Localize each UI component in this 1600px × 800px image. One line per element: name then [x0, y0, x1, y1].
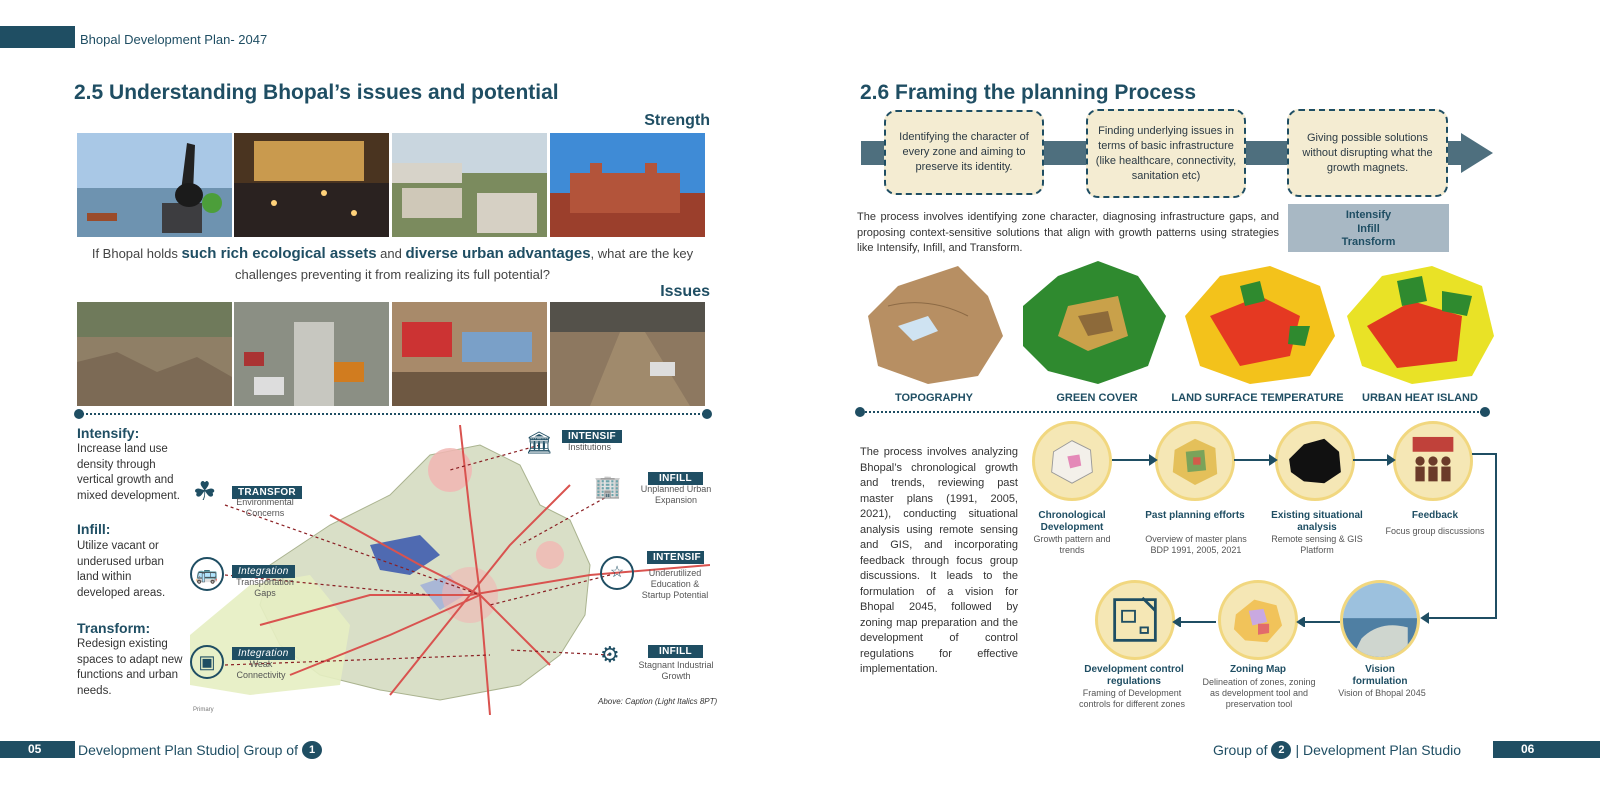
step-6-desc: Delineation of zones, zoning as development tool and preservation tool: [1202, 677, 1316, 709]
step-regulations-icon: [1095, 580, 1175, 660]
process-text: The process involves identifying zone character, diagnosing infrastructure gaps, and proposing context-sensitive solutions that align with growth patterns using strategies like Intensify, Infill, and Transform.: [857, 211, 1279, 254]
icon-bus: ▣: [190, 645, 224, 679]
intensify-title: Intensify:: [77, 425, 140, 441]
photo-road: [550, 302, 705, 406]
flow-arrows-row2: [1172, 614, 1232, 624]
analysis-text: The process involves analyzing Bhopal’s chronological growth and trends, reviewing past master plans (1991, 2005, 2021), conducting situational analysis using remote sensing and GIS, and incorporating feedback through focus group discussions. It leads to the formulation of a vision for Bhopal 2045, followed by zoning map preparation and the development of control regulations for effective implementation.: [860, 446, 1018, 675]
footer-right: [1213, 741, 1461, 759]
map-urban-heat-island: [1342, 256, 1497, 386]
desc-intensif-1: Institutions: [567, 442, 612, 452]
photo-lake-guitar: [77, 133, 232, 237]
footer-page-right: 06: [1521, 742, 1535, 756]
infill-title: Infill:: [77, 521, 111, 537]
tag-integration-1: Integration: [232, 565, 295, 578]
map-legend: Primary: [193, 707, 214, 713]
footer-page-left-bg: [0, 741, 75, 758]
step-4-title: Feedback: [1411, 510, 1459, 521]
map-green-cover: [1018, 256, 1168, 386]
label-green-cover: GREEN COVER: [1056, 392, 1138, 404]
right-divider-dot-right: [1480, 407, 1490, 417]
desc-infill-1: Unplanned Urban Expansion: [640, 484, 712, 505]
infill-text: Utilize vacant or underused urban land within developed areas.: [77, 540, 166, 599]
header-bar: [0, 26, 75, 48]
strategy-infill: Infill: [1357, 222, 1380, 235]
photo-campus: [392, 133, 547, 237]
icon-transport: 🚌: [190, 557, 224, 591]
icon-education: ☆: [600, 556, 634, 590]
tag-integration-2: Integration: [232, 647, 295, 660]
step-3-desc: Remote sensing & GIS Platform: [1271, 534, 1363, 555]
icon-env: ☘: [193, 476, 217, 506]
step-3-title: Existing situational analysis: [1271, 510, 1363, 533]
left-heading: 2.5 Understanding Bhopal’s issues and potential: [74, 81, 559, 104]
photo-market-night: [234, 133, 389, 237]
label-topography: TOPOGRAPHY: [894, 392, 974, 404]
label-land-surface-temp: LAND SURFACE TEMPERATURE: [1171, 392, 1344, 404]
icon-industry: ⚙: [600, 642, 620, 667]
footer-right-text-a: Group of: [1213, 742, 1268, 758]
map-topography: [858, 256, 1006, 386]
strategy-transform: Transform: [1341, 236, 1396, 248]
divider-dot-right: [702, 409, 712, 419]
map-caption: Above: Caption (Light Italics 8PT): [598, 697, 718, 706]
process-box-2: Finding underlying issues in terms of basic infrastructure (like healthcare, connectivity, sanitation etc): [1086, 109, 1246, 198]
tag-intensif-1: INTENSIF: [562, 430, 622, 443]
strength-label: Strength: [644, 112, 710, 129]
footer-left-text: Development Plan Studio| Group of: [78, 742, 298, 758]
right-divider-dot-left: [855, 407, 865, 417]
desc-intensif-2: Underutilized Education & Startup Potential: [641, 568, 709, 600]
tag-intensif-2: INTENSIF: [647, 551, 704, 564]
process-box-1: Identifying the character of every zone and aiming to preserve its identity.: [884, 110, 1044, 195]
strategy-intensify: Intensify: [1345, 209, 1392, 221]
step-7-title: Development control regulations: [1084, 664, 1184, 687]
step-2-title: Past planning efforts: [1145, 510, 1245, 521]
footer-page-left: 05: [28, 742, 42, 756]
footer-page-right-bg: [1493, 741, 1600, 758]
step-7-desc: Framing of Development controls for different zones: [1079, 688, 1185, 709]
footer-right-num: 2: [1271, 741, 1291, 759]
desc-integration-2: Weak Connectivity: [236, 659, 286, 680]
desc-integration-1: Transportation Gaps: [236, 577, 294, 598]
desc-transfor: Environmental Concerns: [236, 497, 294, 518]
icon-urban: 🏢: [594, 474, 622, 499]
divider-dot-left: [74, 409, 84, 419]
step-vision-icon: [1340, 580, 1420, 660]
left-divider: [78, 413, 708, 415]
desc-infill-2: Stagnant Industrial Growth: [638, 660, 714, 681]
process-box-3: Giving possible solutions without disrupting what the growth magnets.: [1287, 109, 1448, 197]
header-title: Bhopal Development Plan- 2047: [80, 32, 268, 47]
step-4-desc: Focus group discussions: [1385, 526, 1485, 536]
step-2-desc: Overview of master plans BDP 1991, 2005, 2021: [1145, 534, 1247, 555]
right-divider: [862, 411, 1482, 413]
transform-text: Redesign existing spaces to adapt new functions and urban needs.: [77, 638, 183, 697]
step-5-title: Vision formulation: [1352, 664, 1408, 687]
map-land-surface-temp: [1180, 256, 1338, 386]
tag-infill-2: INFILL: [648, 645, 703, 658]
right-heading: 2.6 Framing the planning Process: [860, 81, 1197, 104]
footer-right-text-b: | Development Plan Studio: [1295, 742, 1461, 758]
step-1-title: Chronological Development: [1038, 510, 1106, 533]
photo-slum: [392, 302, 547, 406]
step-1-desc: Growth pattern and trends: [1033, 534, 1111, 555]
photo-traffic: [234, 302, 389, 406]
photo-fort: [550, 133, 705, 237]
step-5-desc: Vision of Bhopal 2045: [1338, 688, 1426, 698]
transform-title: Transform:: [77, 620, 151, 636]
intensify-text: Increase land use density through vertical growth and mixed development.: [77, 443, 180, 502]
label-urban-heat-island: URBAN HEAT ISLAND: [1362, 392, 1478, 404]
tag-infill-1: INFILL: [648, 472, 703, 485]
photo-waste: [77, 302, 232, 406]
issues-label: Issues: [660, 283, 710, 300]
strategy-box: [1288, 204, 1449, 252]
footer-left: [78, 741, 322, 759]
question-text: If Bhopal holds such rich ecological assets and diverse urban advantages, what are the key challenges preventing it from realizing its full potential?: [91, 245, 694, 282]
step-6-title: Zoning Map: [1229, 664, 1287, 675]
tag-transfor: TRANSFOR: [232, 486, 302, 499]
step-chronological-icon: [1032, 421, 1112, 501]
icon-institution: 🏛: [525, 430, 553, 455]
footer-left-num: 1: [302, 741, 322, 759]
